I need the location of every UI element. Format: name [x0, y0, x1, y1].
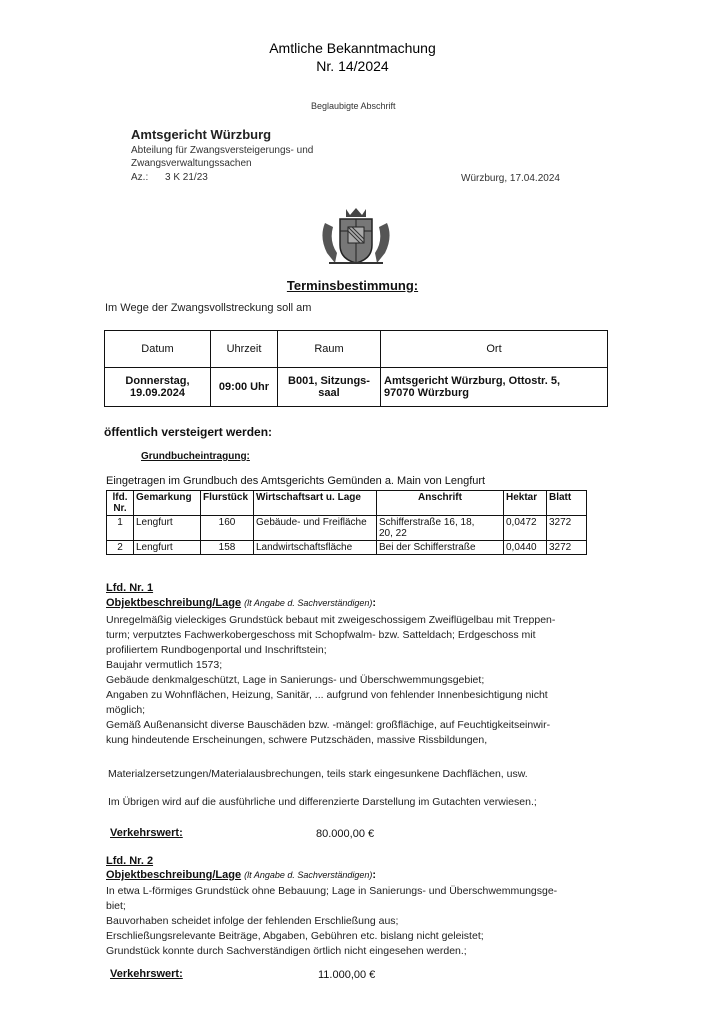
item1-desc-heading: Objektbeschreibung/Lage (lt Angabe d. Sachverständigen):	[106, 597, 377, 609]
certified-copy-label: Beglaubigte Abschrift	[311, 101, 396, 111]
header-wirtschaftsart: Wirtschaftsart u. Lage	[254, 491, 377, 516]
file-reference-value: 3 K 21/23	[165, 172, 208, 183]
header-datum: Datum	[105, 331, 211, 368]
table-row: 2 Lengfurt 158 Landwirtschaftsfläche Bei der Schifferstraße 0,0440 3272	[107, 541, 587, 555]
item1-description: Unregelmäßig vieleckiges Grundstück bebaut mit zweigeschossigem Zweiflügelbau mit Treppen- turm; verputztes Fachwerkobergeschoss mit Schopfwalm- bzw. Satteldach; Erdgeschoss mit profiliertem Rundbogenportal und Inschriftstein; Baujahr vermutlich 1573; Gebäude denkmalgeschützt, Lage in Sanierungs- und Überschwemmungsgebiet; Angaben zu Wohnflächen, Heizung, Sanitär, ... aufgrund von fehlender Innenbesichtigung nicht möglich; Gemäß Außenansicht diverse Bauschäden bzw. -mängel: großflächige, auf Feuchtigkeitseinwir- kung hindeutende Erscheinungen, schwere Putzschäden, massive Rissbildungen,	[106, 614, 556, 746]
document-heading: Terminsbestimmung:	[286, 278, 419, 293]
item1-value: 80.000,00 €	[316, 828, 375, 840]
item1-text-after1: Materialzersetzungen/Materialausbrechungen, teils stark eingesunkene Dachflächen, usw.	[108, 768, 528, 780]
item2-desc-heading: Objektbeschreibung/Lage (lt Angabe d. Sachverständigen):	[106, 869, 377, 881]
header-raum: Raum	[278, 331, 381, 368]
header-uhrzeit: Uhrzeit	[211, 331, 278, 368]
header-ort: Ort	[381, 331, 608, 368]
header-nr: lfd. Nr.	[107, 491, 134, 516]
auction-text: öffentlich versteigert werden:	[104, 425, 273, 439]
appointment-row	[105, 368, 608, 407]
land-register-header-row	[107, 491, 587, 516]
table-row: 1 Lengfurt 160 Gebäude- und Freifläche Schifferstraße 16, 18, 20, 22 0,0472 3272	[107, 516, 587, 541]
appointment-table	[104, 330, 608, 407]
header-hektar: Hektar	[504, 491, 547, 516]
item2-description: In etwa L-förmiges Grundstück ohne Bebauung; Lage in Sanierungs- und Überschwemmungsge- biet; Bauvorhaben scheidet infolge der fehlenden Erschließung aus; Erschließungsrelevante Beiträge, Abgaben, Gebühren etc. bislang nicht geleistet; Grundstück konnte durch Sachverständigen örtlich nicht eingesehen werden.;	[106, 885, 558, 957]
item1-text-after2: Im Übrigen wird auf die ausführliche und differenzierte Darstellung im Gutachten verwiesen.;	[108, 796, 537, 808]
appointment-header-row	[105, 331, 608, 368]
notice-title: Amtliche Bekanntmachung	[269, 40, 436, 56]
header-gemarkung: Gemarkung	[134, 491, 201, 516]
header-flurstueck: Flurstück	[201, 491, 254, 516]
appointment-time: 09:00 Uhr	[211, 368, 278, 407]
court-name: Amtsgericht Würzburg	[131, 127, 272, 142]
item1-title: Lfd. Nr. 1	[106, 582, 154, 594]
file-reference	[131, 172, 208, 183]
court-department-line1: Abteilung für Zwangsversteigerungs- und	[131, 145, 314, 156]
item2-title: Lfd. Nr. 2	[106, 855, 154, 867]
court-department-line2: Zwangsverwaltungssachen	[131, 158, 252, 169]
notice-number: Nr. 14/2024	[316, 58, 389, 74]
land-register-table	[106, 490, 587, 555]
item2-value-label: Verkehrswert:	[110, 968, 183, 980]
file-reference-label: Az.:	[131, 172, 149, 183]
row-address: Schifferstraße 16, 18, 20, 22	[377, 516, 504, 541]
place-date: Würzburg, 17.04.2024	[461, 173, 560, 184]
land-register-text: Eingetragen im Grundbuch des Amtsgerichts Gemünden a. Main von Lengfurt	[106, 475, 486, 487]
land-register-heading: Grundbucheintragung:	[141, 451, 250, 462]
appointment-date: Donnerstag, 19.09.2024	[105, 368, 211, 407]
item2-value: 11.000,00 €	[318, 969, 376, 981]
appointment-place: Amtsgericht Würzburg, Ottostr. 5, 97070 Würzburg	[381, 368, 608, 407]
coat-of-arms-emblem	[315, 205, 397, 267]
header-anschrift: Anschrift	[377, 491, 504, 516]
item1-value-label: Verkehrswert:	[110, 827, 183, 839]
header-blatt: Blatt	[547, 491, 587, 516]
intro-text: Im Wege der Zwangsvollstreckung soll am	[105, 302, 312, 314]
appointment-room: B001, Sitzungs- saal	[278, 368, 381, 407]
